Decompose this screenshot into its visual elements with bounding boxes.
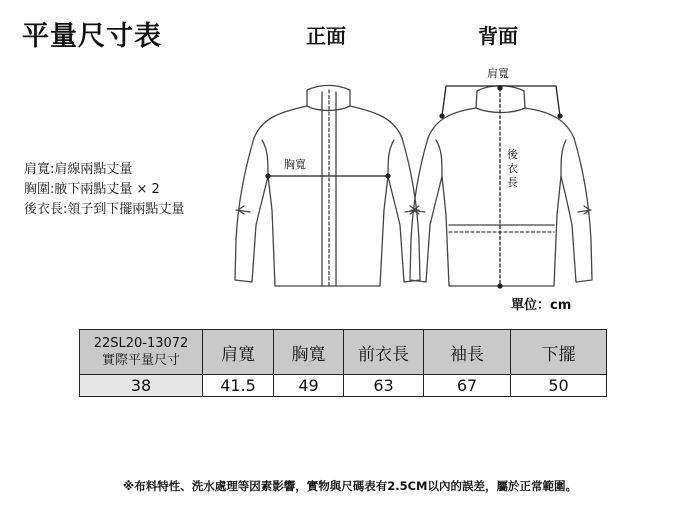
header-front-length: 前衣長 (344, 330, 424, 375)
model-number: 22SL20-13072 (93, 336, 189, 351)
shoulder-label: 肩寬 (487, 67, 509, 80)
table-header-row (80, 330, 607, 375)
back-length-label-2: 衣 (507, 162, 518, 175)
back-length-label-3: 長 (507, 176, 518, 189)
back-length-label-1: 後 (507, 148, 518, 161)
page-title: 平量尺寸表 (22, 21, 162, 52)
header-hem: 下擺 (511, 330, 607, 375)
unit-label: 單位：cm (511, 298, 572, 313)
value-front-length: 63 (344, 375, 424, 397)
back-view-label: 背面 (478, 24, 518, 48)
size-cell: 38 (80, 375, 203, 397)
front-jacket-drawing (235, 86, 420, 287)
back-length-measure-line (498, 86, 502, 288)
note-back-length: 後衣長:領子到下擺兩點丈量 (24, 202, 185, 217)
table-row (80, 375, 607, 397)
shoulder-measure-line (440, 86, 562, 118)
note-shoulder: 肩寬:肩線兩點丈量 (24, 162, 133, 177)
size-table (79, 329, 607, 397)
note-chest: 胸圍:腋下兩點丈量 × 2 (24, 182, 160, 197)
header-sleeve: 袖長 (424, 330, 511, 375)
model-cell (80, 330, 203, 375)
front-view-label: 正面 (306, 24, 346, 48)
front-chest-measure-line (266, 174, 390, 178)
value-sleeve: 67 (424, 375, 511, 397)
model-caption: 實際平量尺寸 (101, 353, 180, 368)
value-hem: 50 (511, 375, 607, 397)
header-shoulder: 肩寬 (203, 330, 274, 375)
footnote: ※布料特性、洗水處理等因素影響，實物與尺碼表有2.5CM以內的誤差，屬於正常範圍。 (123, 479, 577, 493)
value-shoulder: 41.5 (203, 375, 274, 397)
back-jacket-drawing (410, 86, 592, 286)
value-chest: 49 (274, 375, 344, 397)
chest-label: 胸寬 (284, 158, 306, 171)
header-chest: 胸寬 (274, 330, 344, 375)
